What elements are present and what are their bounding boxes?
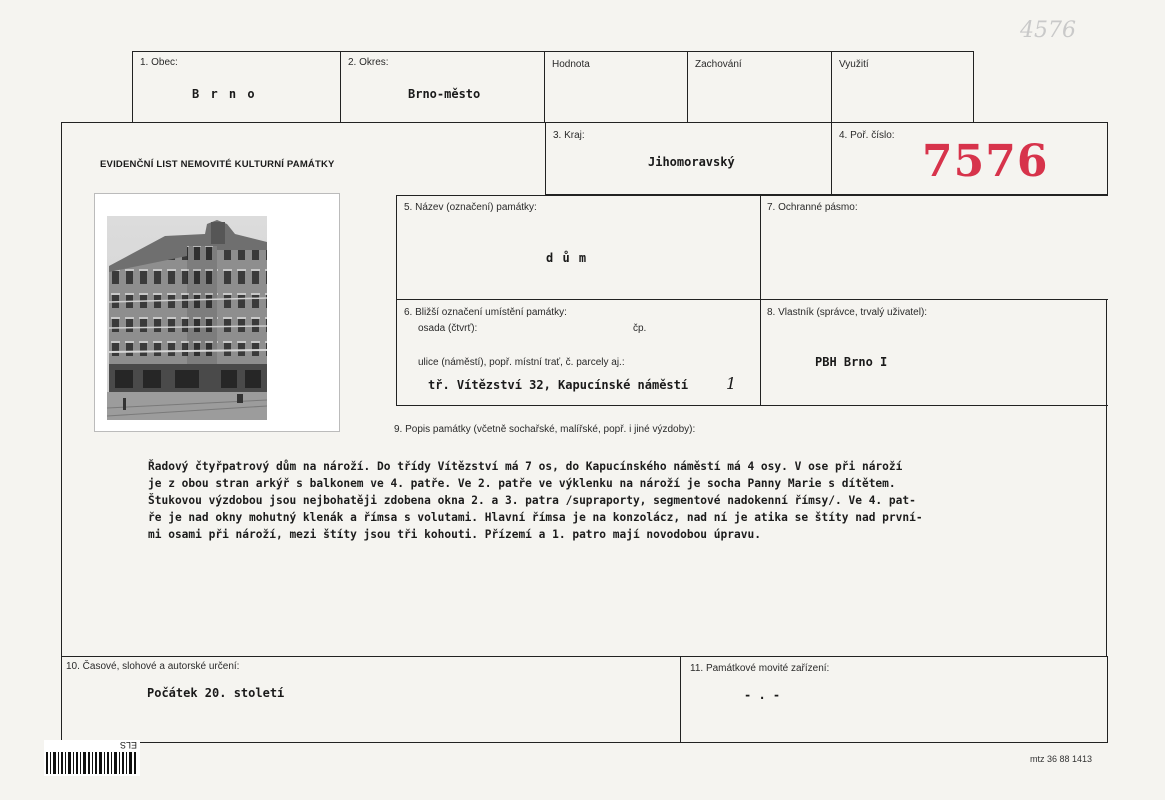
- popis-text: [148, 458, 1048, 543]
- barcode: [44, 740, 140, 776]
- popis-line: ře je nad okny mohutný klenák a římsa s volutami. Hlavní římsa je na konzolácz, nad ní je atika se štíty nad první-: [148, 511, 923, 524]
- divider: [544, 51, 545, 122]
- building-photo-frame: [94, 193, 340, 432]
- zarizeni-label: 11. Památkové movité zařízení:: [690, 663, 830, 674]
- barcode-bars: [44, 752, 140, 774]
- barcode-label: ELS: [120, 740, 138, 750]
- popis-line: mi osami při nároží, mezi štíty jsou tři kohouti. Přízemí a 1. patro mají novodobou úpravu.: [148, 528, 761, 541]
- divider: [831, 122, 832, 195]
- corner-pencil-note: 4576: [1020, 18, 1076, 43]
- building-photo: [95, 194, 341, 433]
- ulice-value: tř. Vítězství 32, Kapucínské náměstí: [428, 378, 689, 392]
- vlastnik-value: PBH Brno I: [815, 355, 888, 369]
- obec-value: B r n o: [192, 87, 257, 101]
- umisteni-label: 6. Bližší označení umístění památky:: [404, 307, 567, 318]
- form-title: EVIDENČNÍ LIST NEMOVITÉ KULTURNÍ PAMÁTKY: [100, 159, 335, 170]
- osada-label: osada (čtvrť):: [418, 323, 478, 334]
- vyuziti-label: Využití: [839, 59, 869, 70]
- divider: [680, 656, 681, 743]
- kraj-value: Jihomoravský: [648, 155, 735, 169]
- ulice-handwritten: 1: [726, 374, 737, 393]
- divider: [340, 51, 341, 122]
- nazev-value: d ů m: [546, 251, 588, 265]
- vlastnik-label: 8. Vlastník (správce, trvalý uživatel):: [767, 307, 928, 318]
- ochranne-label: 7. Ochranné pásmo:: [767, 202, 858, 213]
- popis-line: je z obou stran arkýř s balkonem ve 4. patře. Ve 2. patře ve výklenku na nároží je socha Panny Marie s dítětem.: [148, 477, 896, 490]
- nazev-label: 5. Název (označení) památky:: [404, 202, 537, 213]
- casove-value: Počátek 20. století: [147, 686, 285, 700]
- divider: [1106, 300, 1107, 406]
- divider: [831, 51, 832, 122]
- zarizeni-value: - . -: [744, 688, 781, 702]
- obec-label: 1. Obec:: [140, 57, 178, 68]
- cp-label: čp.: [633, 323, 647, 334]
- footer-code: mtz 36 88 1413: [1030, 754, 1093, 764]
- okres-label: 2. Okres:: [348, 57, 389, 68]
- zachovani-label: Zachování: [695, 59, 742, 70]
- popis-line: Řadový čtyřpatrový dům na nároží. Do třídy Vítězství má 7 os, do Kapucínského náměstí má 4 osy. V ose při nároží: [148, 460, 903, 473]
- por-cislo-label: 4. Poř. číslo:: [839, 130, 895, 141]
- popis-label: 9. Popis památky (včetně sochařské, malířské, popř. i jiné výzdoby):: [394, 424, 696, 435]
- divider: [687, 51, 688, 122]
- popis-line: Štukovou výzdobou jsou nejbohatěji zdobena okna 2. a 3. patra /supraporty, segmentové nadokenní římsy/. Ve 4. pat-: [148, 494, 916, 507]
- divider: [1106, 406, 1107, 656]
- casove-label: 10. Časové, slohové a autorské určení:: [66, 661, 240, 672]
- kraj-label: 3. Kraj:: [553, 130, 585, 141]
- ulice-label: ulice (náměstí), popř. místní trať, č. parcely aj.:: [418, 357, 625, 368]
- por-cislo-value: 7576: [922, 136, 1049, 187]
- okres-value: Brno-město: [408, 87, 481, 101]
- hodnota-label: Hodnota: [552, 59, 590, 70]
